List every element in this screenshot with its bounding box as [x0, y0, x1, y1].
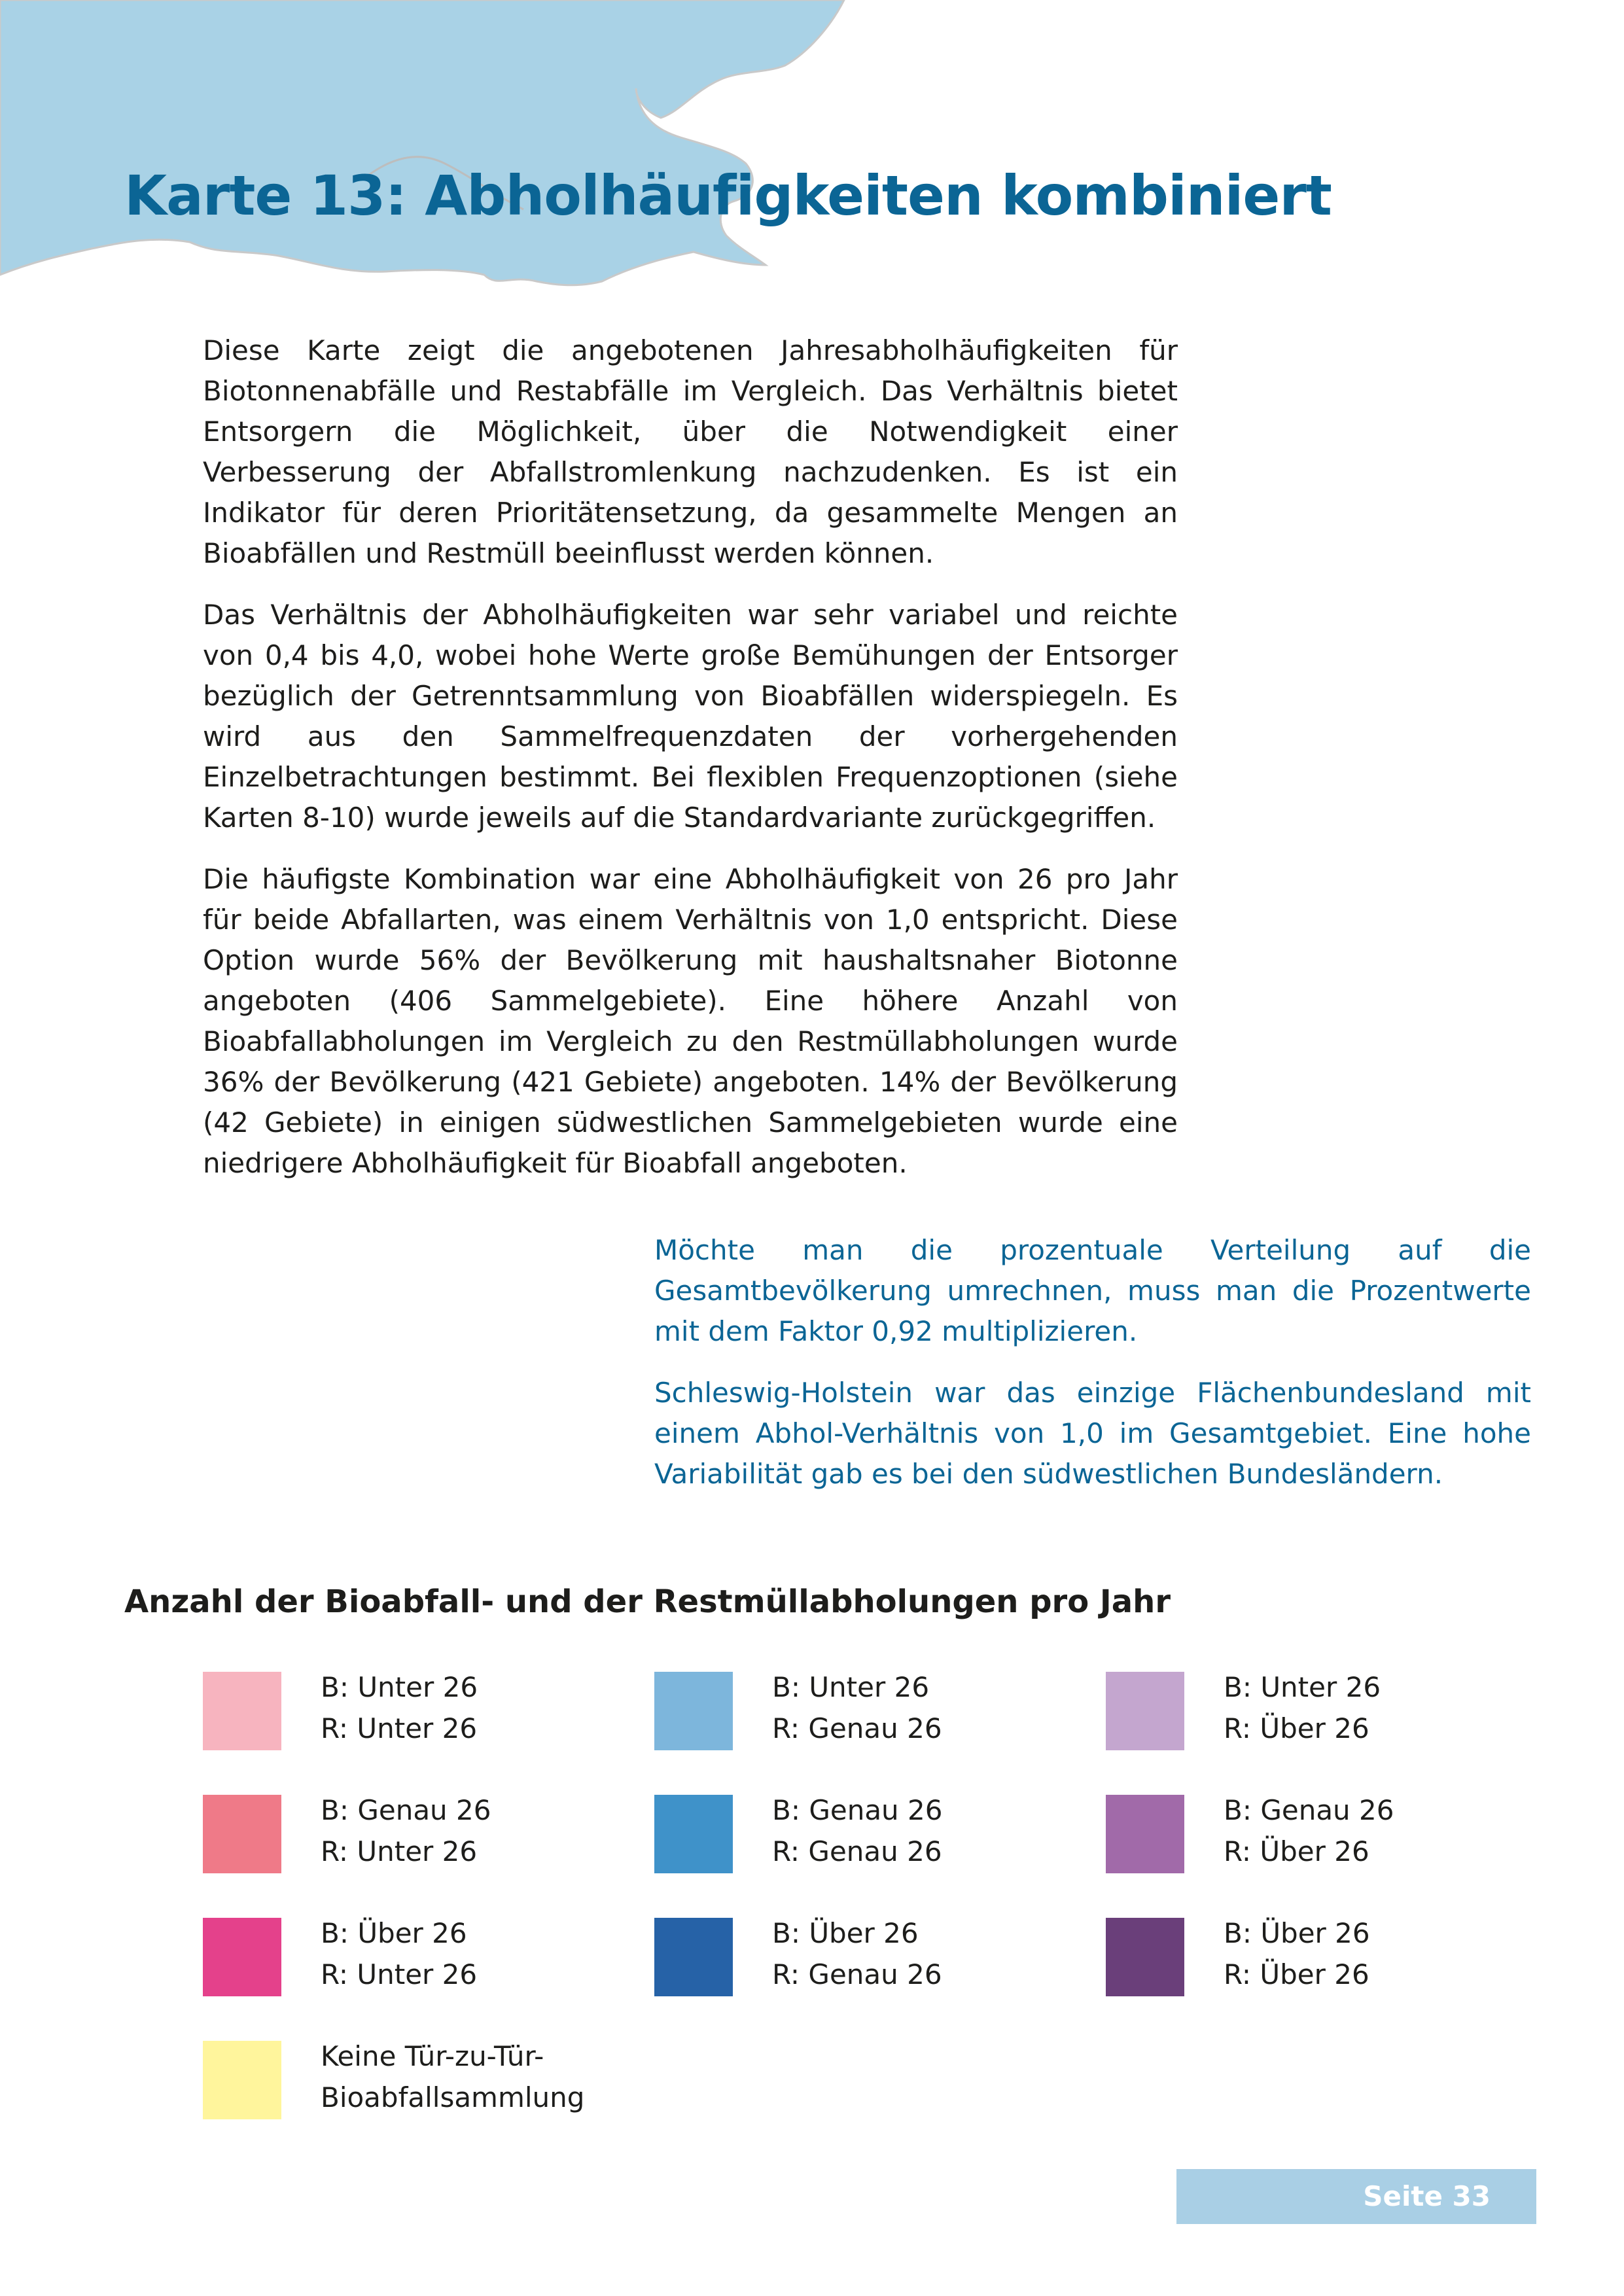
page-title: Karte 13: Abholhäufigkeiten kombiniert: [124, 164, 1332, 228]
legend-swatch: [1106, 1918, 1184, 1996]
info-paragraph: Möchte man die prozentuale Verteilung auf die Gesamtbevölkerung umrechnen, muss man die Prozentwerte mit dem Faktor 0,92 multiplizieren.: [654, 1234, 1531, 1347]
legend-label-rest: R: Unter 26: [321, 1712, 478, 1744]
legend-label: [321, 1913, 477, 1995]
legend-label: [321, 1790, 491, 1872]
legend-label-bio: B: Genau 26: [321, 1794, 491, 1826]
legend-swatch: [1106, 1672, 1184, 1750]
legend-title: Anzahl der Bioabfall- und der Restmüllabholungen pro Jahr: [124, 1583, 1171, 1620]
legend-label: [1224, 1667, 1381, 1749]
legend-label-rest: R: Über 26: [1224, 1712, 1369, 1744]
legend-label-rest: R: Über 26: [1224, 1835, 1369, 1867]
sea-map-decoration: [0, 0, 864, 308]
legend-swatch: [654, 1918, 733, 1996]
legend-label-rest: R: Genau 26: [772, 1712, 942, 1744]
legend-label-bio: B: Genau 26: [772, 1794, 943, 1826]
legend-label-bio: B: Unter 26: [321, 1671, 478, 1703]
info-paragraph: Schleswig-Holstein war das einzige Flächenbundesland mit einem Abhol-Verhältnis von 1,0 im Gesamtgebiet. Eine hohe Variabilität gab es bei den südwestlichen Bundesländern.: [654, 1377, 1531, 1490]
sea-shape: [0, 0, 844, 285]
legend-label-rest: R: Genau 26: [772, 1835, 942, 1867]
legend-label-line1: Keine Tür-zu-Tür-: [321, 2040, 544, 2072]
paragraph: Das Verhältnis der Abholhäufigkeiten war sehr variabel und reichte von 0,4 bis 4,0, wobei hohe Werte große Bemühungen der Entsorger bezüglich der Getrenntsammlung von Bioabfällen widerspiegeln. Es wird aus den Sammelfrequenzdaten der vorhergehenden Einzelbetrachtungen bestimmt. Bei flexiblen Frequenzoptionen (siehe Karten 8-10) wurde jeweils auf die Standardvariante zurückgegriffen.: [203, 599, 1178, 834]
legend-label: [772, 1667, 942, 1749]
legend-swatch: [654, 1672, 733, 1750]
legend-label: [772, 1790, 942, 1872]
legend-label: [321, 1667, 478, 1749]
legend-label-rest: R: Genau 26: [772, 1958, 942, 1990]
legend-swatch: [1106, 1795, 1184, 1873]
legend-label-bio: B: Über 26: [772, 1917, 919, 1949]
legend-label-line2: Bioabfallsammlung: [321, 2081, 585, 2113]
legend-label-bio: B: Unter 26: [772, 1671, 930, 1703]
legend-swatch: [203, 2041, 281, 2119]
legend-swatch: [203, 1795, 281, 1873]
paragraph: Die häufigste Kombination war eine Abholhäufigkeit von 26 pro Jahr für beide Abfallarten, was einem Verhältnis von 1,0 entspricht. Diese Option wurde 56% der Bevölkerung mit haushaltsnaher Biotonne angeboten (406 Sammelgebiete). Eine höhere Anzahl von Bioabfallabholungen im Vergleich zu den Restmüllabholungen wurde 36% der Bevölkerung (421 Gebiete) angeboten. 14% der Bevölkerung (42 Gebiete) in einigen südwestlichen Sammelgebieten wurde eine niedrigere Abholhäufigkeit für Bioabfall angeboten.: [203, 863, 1178, 1179]
legend-label: [1224, 1790, 1394, 1872]
legend-label-bio: B: Unter 26: [1224, 1671, 1381, 1703]
legend-label-rest: R: Unter 26: [321, 1835, 478, 1867]
legend-swatch: [203, 1918, 281, 1996]
legend-label-bio: B: Über 26: [321, 1917, 467, 1949]
legend-label-rest: R: Unter 26: [321, 1958, 478, 1990]
body-text: [203, 330, 1178, 1205]
legend-label-bio: B: Genau 26: [1224, 1794, 1394, 1826]
info-note: [654, 1230, 1531, 1515]
legend-swatch: [203, 1672, 281, 1750]
legend-label: [321, 2036, 584, 2118]
legend-label-rest: R: Über 26: [1224, 1958, 1369, 1990]
legend-label: [772, 1913, 942, 1995]
legend-label: [1224, 1913, 1370, 1995]
page-number: Seite 33: [1176, 2169, 1536, 2224]
legend-swatch: [654, 1795, 733, 1873]
paragraph: Diese Karte zeigt die angebotenen Jahresabholhäufigkeiten für Biotonnenabfälle und Restabfälle im Vergleich. Das Verhältnis bietet Entsorgern die Möglichkeit, über die Notwendigkeit einer Verbesserung der Abfallstromlenkung nachzudenken. Es ist ein Indikator für deren Prioritätensetzung, da gesammelte Mengen an Bioabfällen und Restmüll beeinflusst werden können.: [203, 334, 1178, 569]
legend-label-bio: B: Über 26: [1224, 1917, 1370, 1949]
